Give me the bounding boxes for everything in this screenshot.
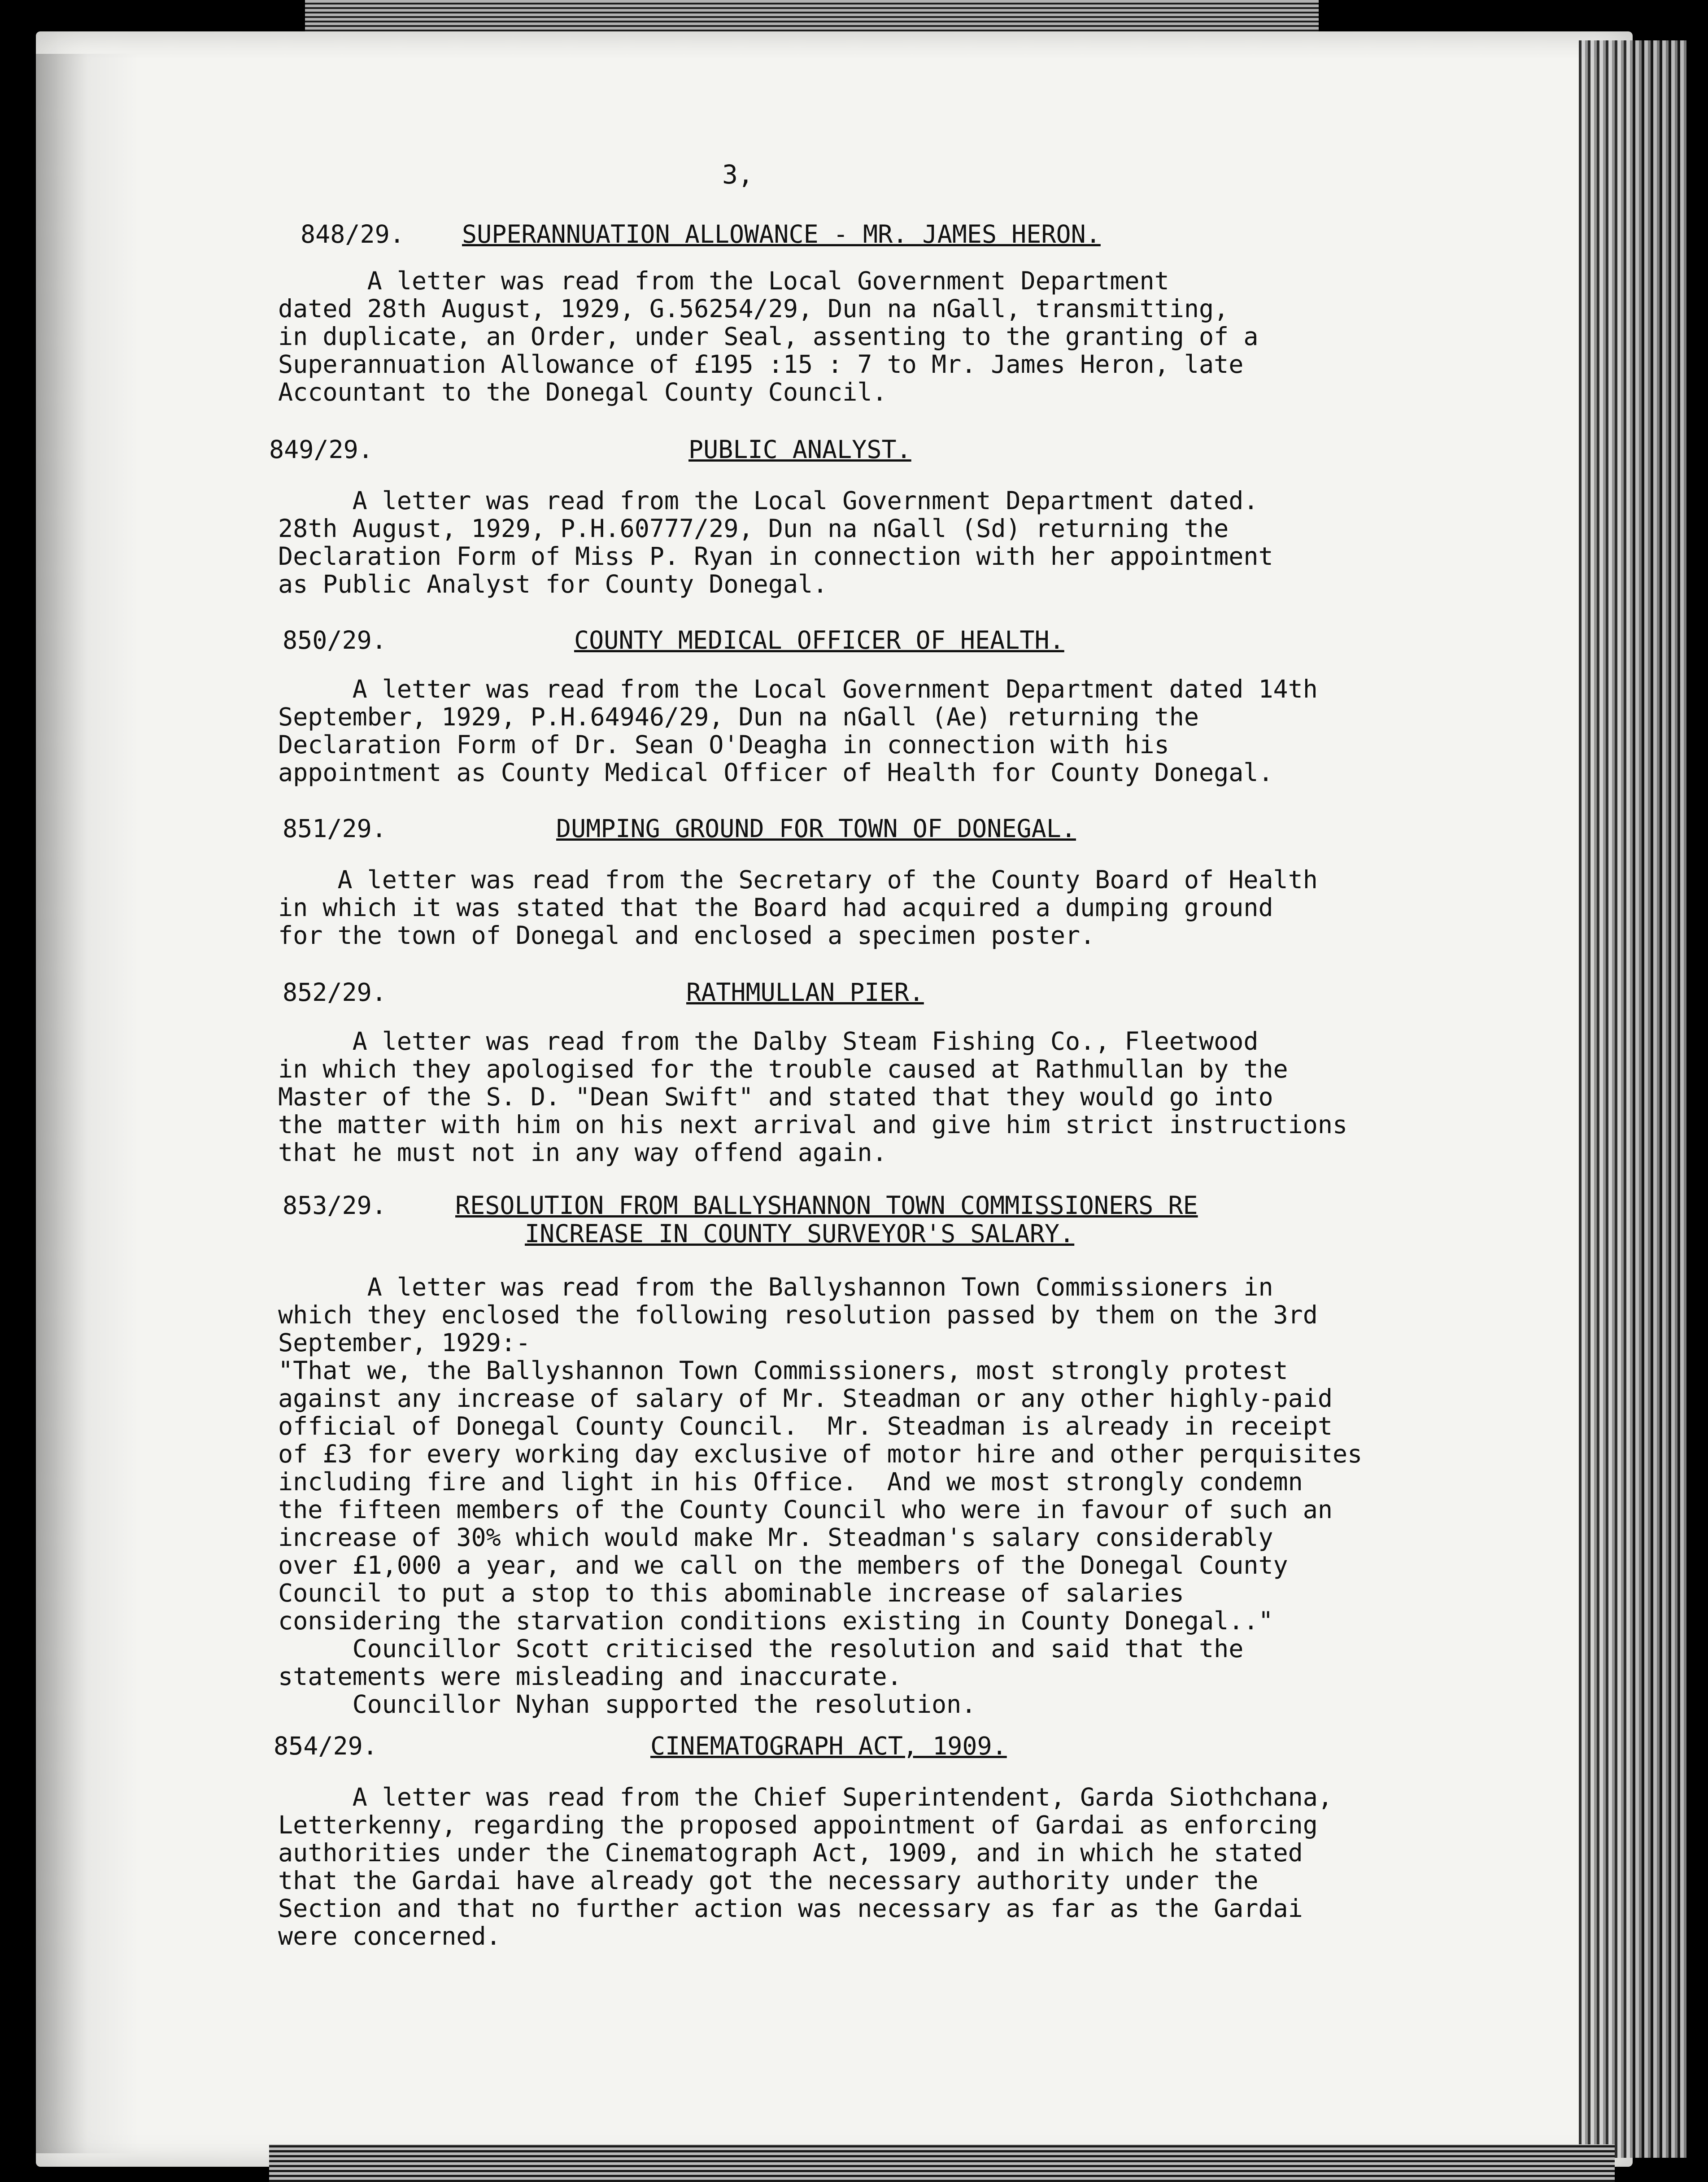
entry-number: 849/29. bbox=[269, 435, 373, 464]
entry-title: RATHMULLAN PIER. bbox=[686, 978, 924, 1007]
entry-body: A letter was read from the Ballyshannon Town Commissioners in which they enclosed the following resolution passed by them on the 3rd September, 1929:- "That we, the Ballyshannon Town Commissioners, most strongly protest against any increase of salary of Mr. Steadman or any other highly-paid official of Donegal County Council. Mr. Steadman is already in receipt of £3 for every working day exclusive of motor hire and other perquisites including fire and light in his Office. And we most strongly condemn the fifteen members of the County Council who were in favour of such an increase of 30% which would make Mr. Steadman's salary considerably over £1,000 a year, and we call on the members of the Donegal County Council to put a stop to this abominable increase of salaries considering the starvation conditions existing in County Donegal.." Councillor Scott criticised the resolution and said that the statements were misleading and inaccurate. Councillor Nyhan supported the resolution. bbox=[278, 1273, 1363, 1719]
entry-title: CINEMATOGRAPH ACT, 1909. bbox=[650, 1732, 1007, 1760]
entry-title: COUNTY MEDICAL OFFICER OF HEALTH. bbox=[574, 626, 1064, 655]
entry-number: 851/29. bbox=[283, 814, 387, 843]
entry-body: A letter was read from the Secretary of the County Board of Health in which it was stated that the Board had acquired a dumping ground for the town of Donegal and enclosed a specimen poster. bbox=[278, 865, 1318, 950]
entry-body: A letter was read from the Local Government Department dated 28th August, 1929, G.56254/29, Dun na nGall, transmitting, in duplicate, an Order, under Seal, assenting to the granting of a Superannuation Allowance of £195 :15 : 7 to Mr. James Heron, late Accountant to the Donegal County Council. bbox=[278, 266, 1259, 406]
entry-body: A letter was read from the Local Government Department dated 14th September, 1929, P.H.64946/29, Dun na nGall (Ae) returning the Declaration Form of Dr. Sean O'Deagha in connection with his appointment as County Medical Officer of Health for County Donegal. bbox=[278, 675, 1318, 787]
entry-number: 848/29. bbox=[301, 220, 405, 249]
entry-number: 852/29. bbox=[283, 978, 387, 1007]
entry-body: A letter was read from the Chief Superintendent, Garda Siothchana, Letterkenny, regarding the proposed appointment of Gardai as enforcing authorities under the Cinematograph Act, 1909, and in which he stated that the Gardai have already got the necessary authority under the Section and that no further action was necessary as far as the Gardai were concerned. bbox=[278, 1783, 1333, 1951]
entry-number: 854/29. bbox=[274, 1732, 378, 1760]
entry-title: DUMPING GROUND FOR TOWN OF DONEGAL. bbox=[556, 814, 1076, 843]
entry-number: 853/29. bbox=[283, 1191, 387, 1220]
entry-title: SUPERANNUATION ALLOWANCE - MR. JAMES HERON. bbox=[462, 220, 1101, 249]
entry-body: A letter was read from the Local Government Department dated. 28th August, 1929, P.H.60777/29, Dun na nGall (Sd) returning the Declaration Form of Miss P. Ryan in connection with her appointment as Public Analyst for County Donegal. bbox=[278, 486, 1273, 598]
entry-title-line-1: RESOLUTION FROM BALLYSHANNON TOWN COMMISSIONERS RE bbox=[455, 1191, 1198, 1220]
page-number: 3, bbox=[722, 159, 754, 190]
entry-body: A letter was read from the Dalby Steam Fishing Co., Fleetwood in which they apologised for the trouble caused at Rathmullan by the Master of the S. D. "Dean Swift" and stated that they would go into the matter with him on his next arrival and give him strict instructions that he must not in any way offend again. bbox=[278, 1027, 1348, 1167]
entry-title-line-2: INCREASE IN COUNTY SURVEYOR'S SALARY. bbox=[525, 1219, 1075, 1248]
entry-number: 850/29. bbox=[283, 626, 387, 655]
entry-title: PUBLIC ANALYST. bbox=[688, 435, 911, 464]
